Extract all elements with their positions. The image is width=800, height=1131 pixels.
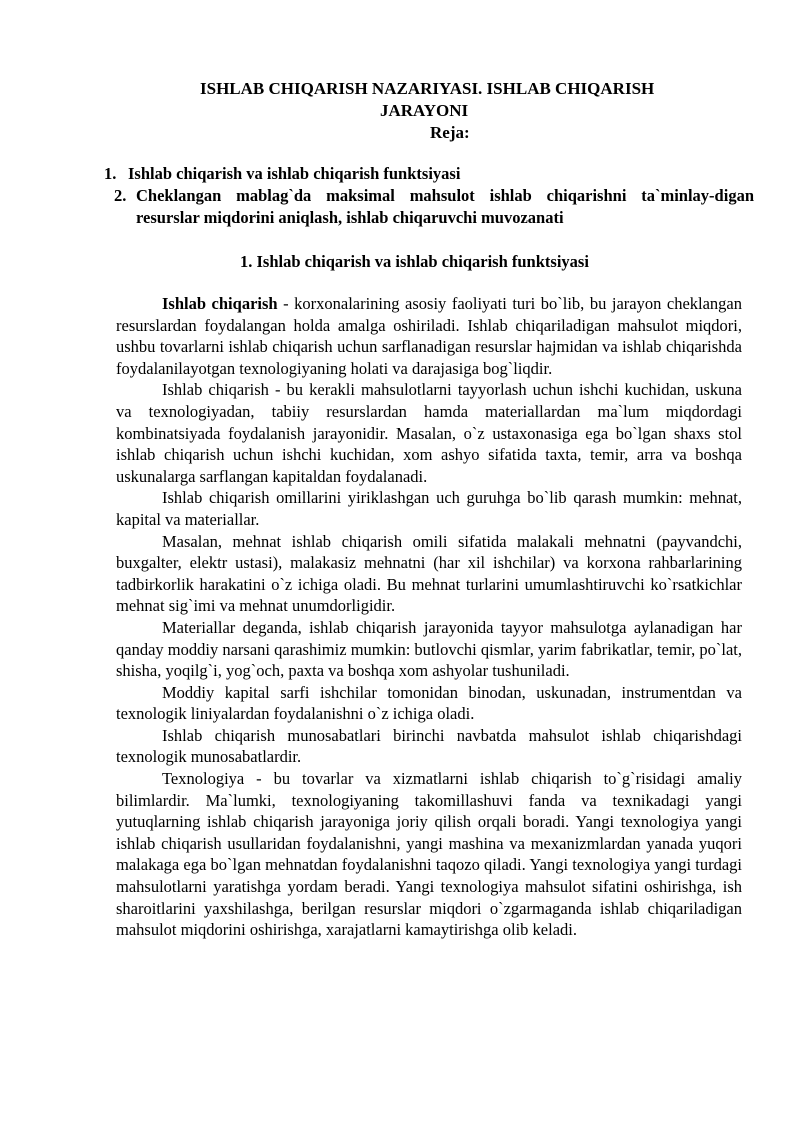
paragraph: Materiallar deganda, ishlab chiqarish jarayonida tayyor mahsulotga aylanadigan har qanday moddiy narsani qarashimiz mumkin: butlovchi qismlar, yarim fabrikatlar, temir, po`lat, shisha, yoqilg`i, yog`och, paxta va boshqa xom ashyolar tushuniladi. [116, 617, 742, 681]
plan-outline [104, 163, 754, 229]
document-title-line-1: ISHLAB CHIQARISH NAZARIYASI. ISHLAB CHIQARISH [200, 79, 655, 98]
outline-item-number: 2. [114, 186, 127, 205]
paragraph [116, 293, 742, 379]
paragraph: Moddiy kapital sarfi ishchilar tomonidan binodan, uskunadan, instrumentdan va texnologik liniyalardan foydalanishni o`z ichiga oladi. [116, 682, 742, 724]
body-text [116, 293, 742, 941]
outline-item-text: Cheklangan mablag`da maksimal mahsulot ishlab chiqarishni ta`minlay-digan resurslar miqdorini aniqlash, ishlab chiqaruvchi muvozanati [136, 186, 754, 227]
outline-item [114, 185, 754, 229]
paragraph: Ishlab chiqarish - bu kerakli mahsulotlarni tayyorlash uchun ishchi kuchidan, uskuna va texnologiyadan, tabiiy resurslardan hamda materiallardan ma`lum miqdordagi kombinatsiyada foydalanish jarayonidir. Masalan, o`z ustaxonasiga ega bo`lgan shaxs stol ishlab chiqarish uchun ishchi kuchidan, xom ashyo sifatida taxta, temir, arra va boshqa uskunalarga sarflangan kapitaldan foydalanadi. [116, 380, 742, 486]
paragraph: Ishlab chiqarish munosabatlari birinchi navbatda mahsulot ishlab chiqarishdagi texnologik munosabatlardir. [116, 725, 742, 767]
term-bold: Ishlab chiqarish [162, 294, 278, 313]
paragraph: Texnologiya - bu tovarlar va xizmatlarni ishlab chiqarish to`g`risidagi amaliy bilimlardir. Ma`lumki, texnologiyaning takomillashuvi fanda va texnikadagi yangi yutuqlarning ishlab chiqarish jarayoniga joriy qilish orqali boradi. Yangi texnologiya yangi ishlab chiqarish usullaridan foydalanishni, yangi mashina va mexanizmlardan yanada yuqori malakaga ega bo`lgan mehnatdan foydalanishni taqozo qiladi. Yangi texnologiya yangi turdagi mahsulotlarni yaratishga yordam beradi. Yangi texnologiya mahsulot sifatini oshirishga, ish sharoitlarini yaxshilashga, berilgan resurslar miqdori o`zgarmaganda ishlab chiqariladigan mahsulot miqdorini oshirishga, xarajatlarni kamaytirishga olib keladi. [116, 769, 742, 940]
section-heading: 1. Ishlab chiqarish va ishlab chiqarish funktsiyasi [240, 252, 589, 271]
document-title-line-2: JARAYONI [380, 101, 469, 120]
paragraph: Masalan, mehnat ishlab chiqarish omili sifatida malakali mehnatni (payvandchi, buxgalter, elektr ustasi), malakasiz mehnatni (har xil ishchilar) va korxona rahbarlarining tadbirkorlik harakatini o`z ichiga oladi. Bu mehnat turlarini umumlashtiruvchi ko`rsatkichlar mehnat sig`imi va mehnat unumdorligidir. [116, 531, 742, 616]
plan-label: Reja: [430, 123, 470, 142]
paragraph: Ishlab chiqarish omillarini yiriklashgan uch guruhga bo`lib qarash mumkin: mehnat, kapital va materiallar. [116, 488, 742, 529]
outline-item-text: Ishlab chiqarish va ishlab chiqarish funktsiyasi [128, 164, 461, 183]
outline-item-number: 1. [104, 164, 117, 183]
paragraph-text: - korxonalarining asosiy faoliyati turi bo`lib, bu jarayon cheklangan resurslardan foydalangan holda amalga oshiriladi. Ishlab chiqariladigan mahsulot miqdori, ushbu tovarlarni ishlab chiqarish uchun sarflanadigan resurslar hajmidan va ishlab chiqarishda foydalanilayotgan texnologiyaning holati va darajasiga bog`liqdir. [116, 294, 742, 378]
outline-item [104, 163, 754, 185]
